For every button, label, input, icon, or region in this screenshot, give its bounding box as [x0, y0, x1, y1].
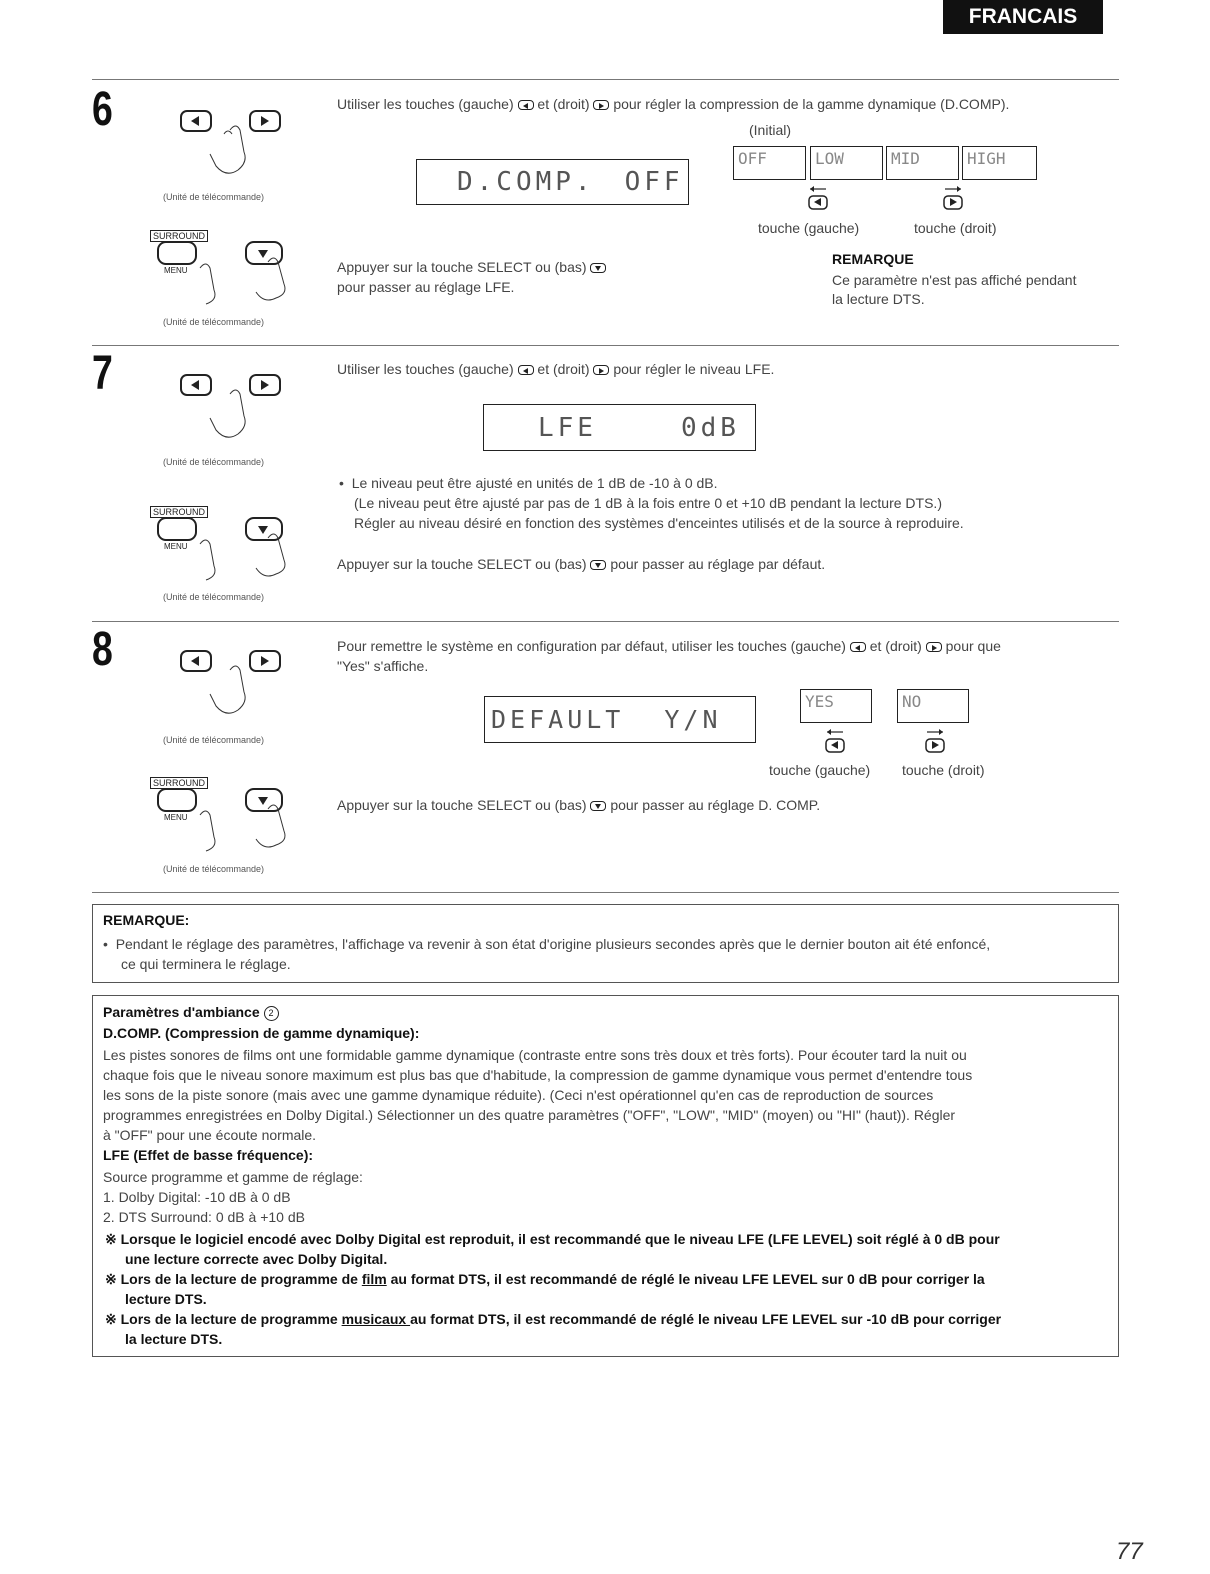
down-key-icon: [590, 801, 606, 811]
dcomp-title: D.COMP. (Compression de gamme dynamique):: [103, 1025, 420, 1041]
dcomp-paragraph: [103, 1045, 972, 1145]
surround-label: SURROUND: [150, 506, 208, 518]
step-number: 7: [92, 347, 113, 400]
paragraph-line: chaque fois que le niveau sonore maximum est plus bas que d'habitude, la compression de gamme dynamique vous permet d'entendre tous: [103, 1067, 973, 1083]
remote-caption: (Unité de télécommande): [163, 864, 265, 874]
down-key-icon: [590, 560, 606, 570]
remote-select-down-keys-icon: [150, 787, 320, 857]
paragraph-line: Source programme et gamme de réglage:: [103, 1169, 363, 1185]
section-divider: [92, 621, 1119, 622]
remarque-box: [92, 904, 1119, 983]
left-key-icon: [518, 365, 534, 375]
step7-intro: Utiliser les touches (gauche) et (droit) pour régler le niveau LFE.: [337, 361, 775, 377]
left-arrow-key-icon: [825, 729, 845, 757]
down-key-icon: [590, 263, 606, 273]
option-high: HIGH: [962, 146, 1037, 180]
step-number: 6: [92, 83, 113, 136]
option-low: LOW: [810, 146, 883, 180]
remarque-text: • Pendant le réglage des paramètres, l'affichage va revenir à son état d'origine plusieurs secondes après que le dernier bouton ait été enfoncé,: [103, 936, 991, 952]
circled-number-icon: 2: [264, 1006, 279, 1021]
remote-caption: (Unité de télécommande): [163, 592, 265, 602]
lcd-display: LFE 0dB: [483, 404, 756, 451]
parametres-box: [92, 995, 1119, 1357]
option-yes: YES: [800, 689, 872, 723]
step7-bullet: • Le niveau peut être ajusté en unités de 1 dB de -10 à 0 dB.: [339, 475, 718, 491]
paragraph-line: les sons de la piste sonore (mais avec une gamme dynamique réduite). (Ceci n'est opérationnel qu'en cas de reproduction de sources: [103, 1087, 934, 1103]
paragraph-line: 1. Dolby Digital: -10 dB à 0 dB: [103, 1189, 291, 1205]
left-key-icon: [518, 100, 534, 110]
remote-caption: (Unité de télécommande): [163, 457, 265, 467]
paragraph-line: programmes enregistrées en Dolby Digital.) Sélectionner un des quatre paramètres ("OFF", "LOW", "MID" (moyen) ou "HI" (haut)). Régler: [103, 1107, 956, 1123]
paragraph-line: à "OFF" pour une écoute normale.: [103, 1127, 317, 1143]
note-1: ※ Lorsque le logiciel encodé avec Dolby Digital est reproduit, il est recommandé que le niveau LFE (LFE LEVEL) soit réglé à 0 dB pour: [105, 1231, 1000, 1247]
remote-caption: (Unité de télécommande): [163, 317, 265, 327]
lfe-title: LFE (Effet de basse fréquence):: [103, 1147, 314, 1163]
key-right-label: touche (droit): [914, 220, 997, 236]
step6-intro: Utiliser les touches (gauche) et (droit) pour régler la compression de la gamme dynamique (D.COMP).: [337, 96, 1010, 112]
step7-select-line: Appuyer sur la touche SELECT ou (bas) pour passer au réglage par défaut.: [337, 556, 826, 572]
note-2-line-2: lecture DTS.: [125, 1291, 207, 1307]
note-3: ※ Lors de la lecture de programme musicaux au format DTS, il est recommandé de réglé le niveau LFE LEVEL sur -10 dB pour corriger: [105, 1311, 1002, 1327]
left-arrow-key-icon: [808, 186, 828, 214]
section-divider: [92, 345, 1119, 346]
step7-bullet-line: (Le niveau peut être ajusté par pas de 1 dB à la fois entre 0 et +10 dB pendant la lecture DTS.): [354, 495, 942, 511]
note-mark-icon: ※: [105, 1271, 117, 1287]
note-mark-icon: ※: [105, 1231, 117, 1247]
key-right-label: touche (droit): [902, 762, 985, 778]
remote-left-right-keys-icon: [180, 372, 290, 442]
parametres-title: Paramètres d'ambiance 2: [103, 1004, 279, 1021]
right-key-icon: [593, 365, 609, 375]
option-no: NO: [897, 689, 969, 723]
remote-select-down-keys-icon: [150, 516, 320, 586]
language-tab: FRANCAIS: [943, 0, 1103, 34]
lfe-paragraph: [103, 1167, 363, 1227]
surround-label: SURROUND: [150, 230, 208, 242]
step7-bullet-line: Régler au niveau désiré en fonction des systèmes d'enceintes utilisés et de la source à reproduire.: [354, 515, 964, 531]
step6-select-line: Appuyer sur la touche SELECT ou (bas): [337, 258, 606, 277]
menu-label: MENU: [164, 266, 188, 275]
lcd-display: D.COMP. OFF: [416, 159, 689, 205]
remote-left-right-keys-icon: [180, 648, 290, 718]
step6-select-line-2: pour passer au réglage LFE.: [337, 279, 515, 295]
key-left-label: touche (gauche): [769, 762, 871, 778]
remote-caption: (Unité de télécommande): [163, 192, 265, 202]
option-mid: MID: [886, 146, 959, 180]
paragraph-line: 2. DTS Surround: 0 dB à +10 dB: [103, 1209, 305, 1225]
remarque-title: REMARQUE:: [103, 912, 190, 928]
menu-label: MENU: [164, 542, 188, 551]
option-off: OFF: [733, 146, 806, 180]
key-left-label: touche (gauche): [758, 220, 860, 236]
remarque-text-line-2: ce qui terminera le réglage.: [121, 956, 291, 972]
remark-text: la lecture DTS.: [832, 291, 925, 307]
step-number: 8: [92, 623, 113, 676]
section-divider: [92, 79, 1119, 80]
left-key-icon: [850, 642, 866, 652]
remote-select-down-keys-icon: [150, 240, 320, 310]
section-divider: [92, 892, 1119, 893]
right-arrow-key-icon: [943, 186, 963, 214]
paragraph-line: Les pistes sonores de films ont une formidable gamme dynamique (contraste entre sons très doux et très forts). Pour écouter tard la nuit ou: [103, 1047, 967, 1063]
remark-title: REMARQUE: [832, 251, 914, 267]
right-key-icon: [593, 100, 609, 110]
remote-left-right-keys-icon: [180, 108, 290, 178]
menu-label: MENU: [164, 813, 188, 822]
note-mark-icon: ※: [105, 1311, 117, 1327]
note-3-line-2: la lecture DTS.: [125, 1331, 223, 1347]
step8-intro-line-2: "Yes" s'affiche.: [337, 658, 429, 674]
lcd-display: DEFAULT Y/N: [484, 696, 756, 743]
step8-intro: Pour remettre le système en configuration par défaut, utiliser les touches (gauche) et (droit) pour que: [337, 638, 1001, 654]
step8-select-line: Appuyer sur la touche SELECT ou (bas) pour passer au réglage D. COMP.: [337, 797, 821, 813]
surround-label: SURROUND: [150, 777, 208, 789]
right-key-icon: [926, 642, 942, 652]
page-number: 77: [1116, 1538, 1143, 1565]
initial-label: (Initial): [749, 122, 792, 138]
right-arrow-key-icon: [925, 729, 945, 757]
note-2: ※ Lors de la lecture de programme de film au format DTS, il est recommandé de réglé le niveau LFE LEVEL sur 0 dB pour corriger la: [105, 1271, 985, 1287]
remote-caption: (Unité de télécommande): [163, 735, 265, 745]
note-1-line-2: une lecture correcte avec Dolby Digital.: [125, 1251, 388, 1267]
remark-text: Ce paramètre n'est pas affiché pendant: [832, 272, 1077, 288]
